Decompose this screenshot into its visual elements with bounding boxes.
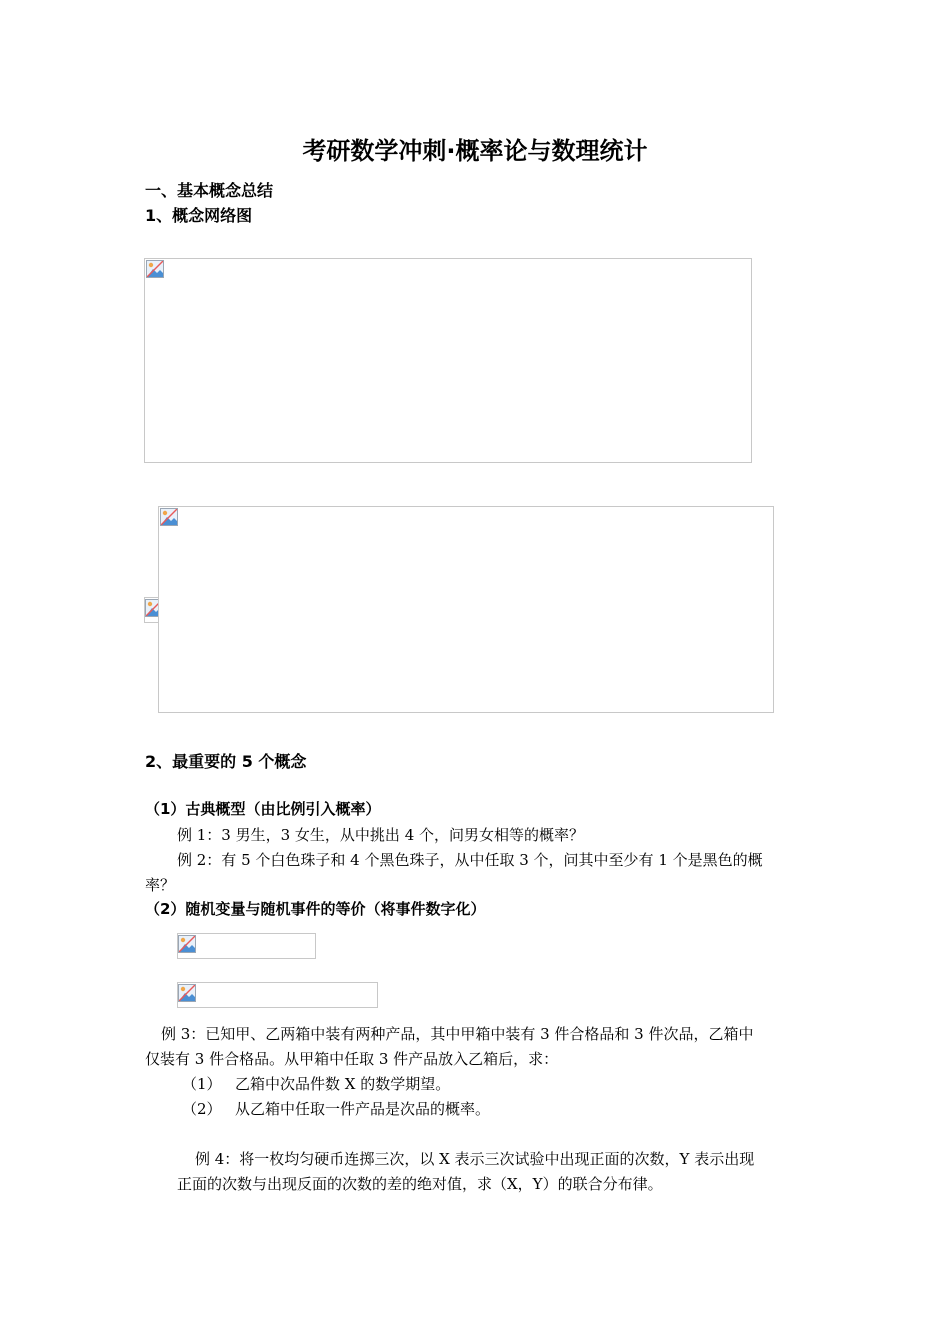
example-3-q2-text: 从乙箱中任取一件产品是次品的概率。 [235, 1100, 491, 1118]
concept-map-image-1 [144, 258, 752, 463]
example-3-q1-number: （1） [182, 1075, 222, 1093]
broken-image-icon [160, 508, 178, 526]
subheading-five-concepts: 2、最重要的 5 个概念 [145, 752, 307, 771]
section-heading-basic-concepts: 一、基本概念总结 [145, 181, 274, 200]
item-heading-classical-model: （1）古典概型（由比例引入概率） [145, 800, 381, 818]
example-4-line-1: 例 4：将一枚均匀硬币连掷三次，以 X 表示三次试验中出现正面的次数，Y 表示出现 [195, 1150, 755, 1168]
example-3-line-2: 仅装有 3 件合格品。从甲箱中任取 3 件产品放入乙箱后，求： [145, 1050, 559, 1068]
broken-image-icon [146, 260, 164, 278]
formula-image-1 [177, 933, 316, 959]
example-1: 例 1：3 男生，3 女生，从中挑出 4 个，问男女相等的概率？ [177, 826, 585, 844]
subheading-concept-map: 1、概念网络图 [145, 206, 253, 225]
example-4-line-2: 正面的次数与出现反面的次数的差的绝对值，求（X，Y）的联合分布律。 [177, 1175, 663, 1193]
concept-map-image-2 [158, 506, 774, 713]
formula-image-2 [177, 982, 378, 1008]
example-3-q2-number: （2） [182, 1100, 222, 1118]
example-2-line-2: 率？ [145, 876, 176, 894]
example-3-q1-text: 乙箱中次品件数 X 的数学期望。 [235, 1075, 451, 1093]
broken-image-icon [178, 935, 196, 953]
item-heading-random-variable: （2）随机变量与随机事件的等价（将事件数字化） [145, 900, 486, 918]
page-title: 考研数学冲刺·概率论与数理统计 [302, 137, 648, 165]
example-2-line-1: 例 2：有 5 个白色珠子和 4 个黑色珠子，从中任取 3 个，问其中至少有 1 个是黑色的概 [177, 851, 763, 869]
broken-image-icon [178, 984, 196, 1002]
example-3-line-1: 例 3：已知甲、乙两箱中装有两种产品，其中甲箱中装有 3 件合格品和 3 件次品，乙箱中 [161, 1025, 754, 1043]
